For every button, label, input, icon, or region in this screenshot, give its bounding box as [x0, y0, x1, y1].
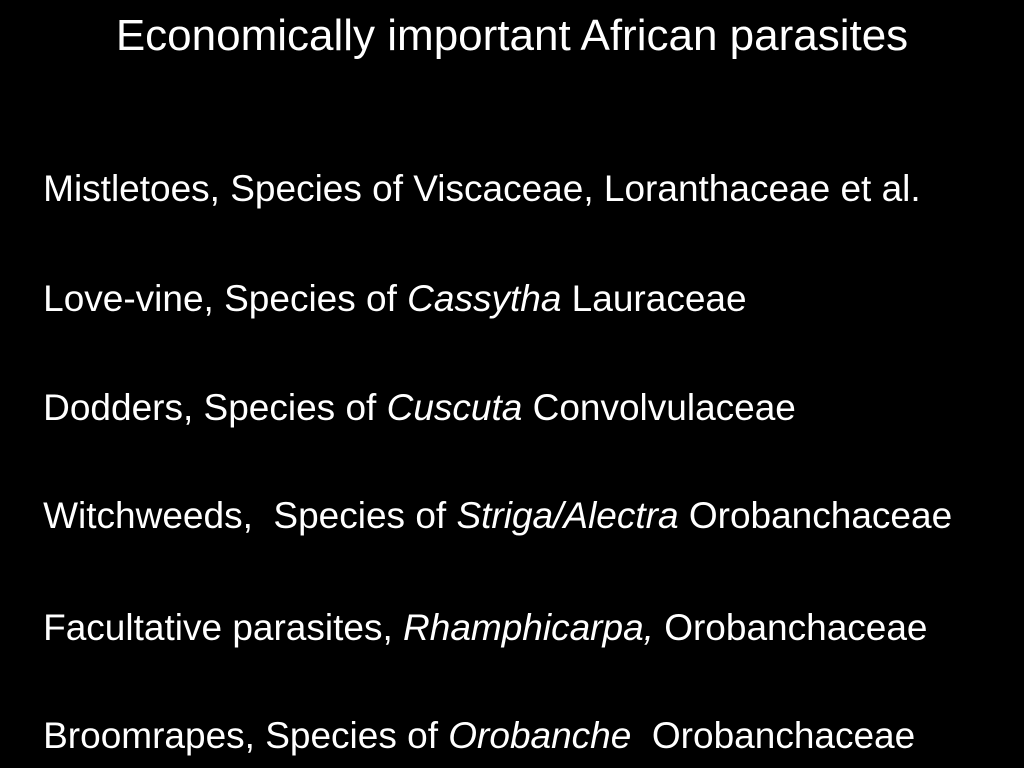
line-text: Orobanchaceae [653, 607, 928, 648]
line-text: Witchweeds, Species of [43, 495, 457, 536]
line-italic-text: Striga/Alectra [456, 495, 679, 536]
list-item-love-vine [2, 243, 747, 354]
list-item-broomrapes [2, 680, 915, 768]
line-text: Broomrapes, Species of [43, 715, 449, 756]
line-italic-text: Orobanche [448, 715, 632, 756]
line-text: Orobanchaceae [631, 715, 916, 756]
list-item-dodders [2, 352, 796, 463]
line-italic-text: Cuscuta [386, 387, 523, 428]
line-text: Convolvulaceae [522, 387, 796, 428]
line-text: Lauraceae [561, 278, 747, 319]
slide-title: Economically important African parasites [115, 11, 909, 60]
line-text: Dodders, Species of [43, 387, 387, 428]
line-text: Orobanchaceae [678, 495, 953, 536]
line-text: Love-vine, Species of [43, 278, 408, 319]
line-italic-text: Rhamphicarpa, [403, 607, 654, 648]
list-item-witchweeds [2, 460, 952, 571]
line-text: Mistletoes, Species of Viscaceae, Loranthaceae et al. [43, 168, 921, 209]
list-item-facultative-parasites [2, 572, 928, 683]
line-text: Facultative parasites, [43, 607, 404, 648]
line-italic-text: Cassytha [407, 278, 562, 319]
list-item-mistletoes [2, 133, 921, 244]
